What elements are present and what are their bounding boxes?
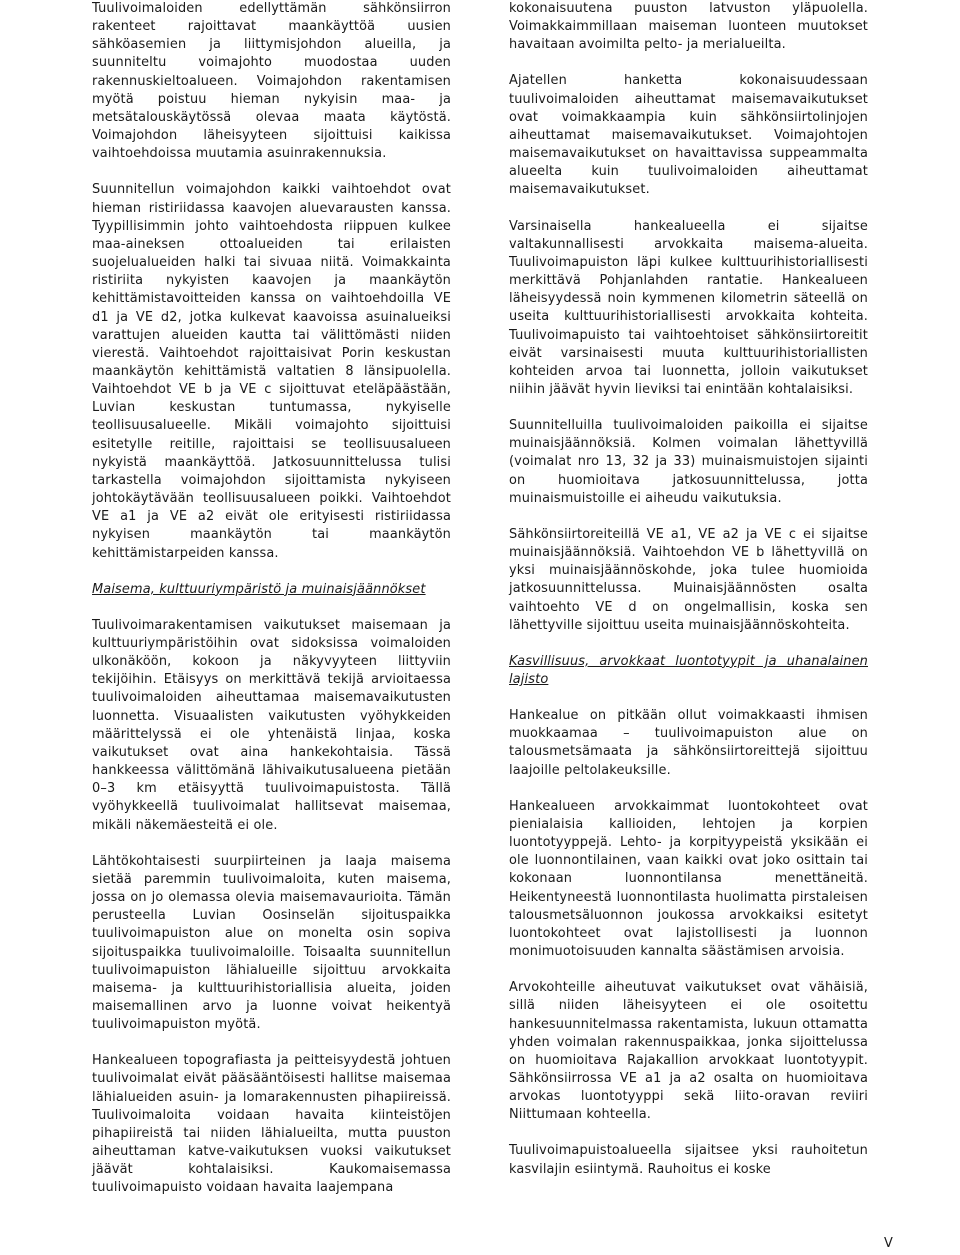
paragraph-landscape-tolerance: Lähtökohtaisesti suurpiirteinen ja laaja maisema sietää paremmin tuulivoimaloita, kuten maisema, jossa on jo olemassa olevia maisemavaurioita. Tämän perusteella Luvian Oosinselän sijoituspaikka tuulivoimapuiston alue on monelta osin sopiva sijoituspaikka tuulivoimaloille. Toisaalta suunnitellun tuulivoimapuiston lähialueille sijoittuu arvokkaita maisema- ja kulttuurihistoriallisia alueita, joiden maisemallinen arvo ja luonne voivat heikentyä tuulivoimapuiston myötä. bbox=[92, 853, 451, 1033]
paragraph-landscape-impacts: Tuulivoimarakentamisen vaikutukset maisemaan ja kulttuuriympäristöihin ovat sidoksissa voimaloiden ulkonäköön, kokoon ja näkyvyyteen liittyviin tekijöihin. Etäisyys on merkittävä tekijä arvioitaessa tuulivoimaloiden aiheuttamaa maisemavaikutusten luonnetta. Visuaalisten vaikutusten vyöhykkeiden määrittelyssä ei ole yhtenäistä linjaa, koska vaikutukset ovat aina hankekohtaisia. Tässä hankkeessa välittömänä lähivaikutusalueena pietään 0–3 km etäisyyttä tuulivoimapuistosta. Tällä vyöhykkeellä tuulivoimalat hallitsevat maisemaa, mikäli näkemäesteitä ei ole. bbox=[92, 617, 451, 833]
paragraph-land-use-restrictions: Tuulivoimaloiden edellyttämän sähkönsiirron rakenteet rajoittavat maankäyttöä uusien sähköasemien ja liittymisjohdon alueilla, ja suunniteltu voimajohto muodostaa uuden rakennuskieltoalueen. Voimajohdon rakentamisen myötä poistuu hieman nykyisin maa- ja metsätalouskäytössä olevaa maata käytöstä. Voimajohdon läheisyyteen sijoittuisi kaikissa vaihtoehdoissa muutamia asuinrakennuksia. bbox=[92, 1, 451, 162]
left-column bbox=[92, 0, 451, 1198]
paragraph-valuable-habitats: Hankealueen arvokkaimmat luontokohteet ovat pienialaisia kallioiden, lehtojen ja korpien luontotyyppejä. Lehto- ja korpityypeistä yksikään ei ole luonnontilainen, vaan kaikki ovat joko osittain tai kokonaan luonnontilansa menettäneitä. Heikentyneestä luonnontilasta huolimatta pirstaleisen talousmetsäluonnon joukossa arvokkaiksi esitetyt luontokohteet ovat lajistollisesti ja luonnon monimuotoisuuden kannalta säästämisen arvoisia. bbox=[509, 798, 868, 960]
paragraph-ancient-relics: Suunnitelluilla tuulivoimaloiden paikoilla ei sijaitse muinaisjäännöksiä. Kolmen voimalan lähettyvillä (voimalat nro 13, 32 ja 33) muinaismuistojen sijainti on huomioitava jatkosuunnittelussa, jotta muinaismuistoille ei aiheudu vaikutuksia. bbox=[509, 418, 868, 506]
paragraph-habitat-impacts: Arvokohteille aiheutuvat vaikutukset ovat vähäisiä, sillä niiden läheisyyteen ei ole osoitettu hankesuunnitelmassa rakentamista, lukuun ottamatta yhden voimalan rakennuspaikkaa, jonka sijoittelussa on huomioitava Rajakallion arvokkaat luontotyypit. Sähkönsiirrossa VE a1 ja a2 osalta on huomioitava arvokas luontotyyppi sekä liito-oravan reviiri Niittumaan kohteella. bbox=[509, 980, 868, 1123]
paragraph-zoning-conflicts: Suunnitellun voimajohdon kaikki vaihtoehdot ovat hieman ristiriidassa kaavojen aluevarausten kanssa. Tyypillisimmin johto vaihtoehdosta riippuen kulkee maa-aineksen ottoalueiden tai erilaisten suojelualueiden halki tai sivuaa niitä. Voimakkainta ristiriita nykyisten kaavojen ja maankäytön kehittämistavoitteiden kanssa on vaihtoehdoilla VE d1 ja VE d2, jotka kulkevat kaavoissa asuinalueiksi varattujen alueiden kautta tai välittömästi niiden vierestä. Vaihtoehdot rajoittaisivat Porin keskustan maankäytön kehittämistä valtatien 8 länsipuolella. Vaihtoehdot VE b ja VE c sijoittuvat eteläpäästään, Luvian keskustan tuntumassa, nykyiselle teollisuusalueelle. Mikäli voimajohto sijoittuisi esitetylle reitille, rajoittaisi se teollisuusalueen nykyistä maankäyttöä. Jatkosuunnittelussa tulisi tarkastella voimajohdon sijoittamista nykyiseen johtokäytävään teollisuusalueen poikki. Vaihtoehdot VE a1 ja VE a2 eivät ole erityisesti ristiriidassa nykyisen maankäytön tai maankäytön kehittämistarpeiden kanssa. bbox=[92, 182, 451, 561]
paragraph-treetop-visibility: kokonaisuutena puuston latvuston yläpuolella. Voimakkaimmillaan maiseman luonteen muutokset havaitaan avoimilta pelto- ja merialueilta. bbox=[509, 1, 868, 53]
paragraph-modified-area: Hankealue on pitkään ollut voimakkaasti ihmisen muokkaamaa – tuulivoimapuiston alue on talousmetsämaata ja sähkönsiirtoreittejä sijoittuu laajoille peltolakeuksille. bbox=[509, 708, 868, 778]
paragraph-cultural-heritage: Varsinaisella hankealueella ei sijaitse valtakunnallisesti arvokkaita maisema-alueita. Tuulivoimapuiston läpi kulkee kulttuurihistoriallisesti merkittävä Pohjanlahden rantatie. Hankealueen läheisyydessä noin kymmenen kilometrin säteellä on useita kulttuurihistoriallisesti arvokkaita kohteita. Tuulivoimapuisto tai vaihtoehtoiset sähkönsiirtoreitit eivät varsinaisesti muuta kulttuurihistoriallisten kohteiden arvoa tai luonnetta, jolloin vaikutukset niihin jäävät hyvin lieviksi tai enintään kohtalaisiksi. bbox=[509, 218, 868, 397]
paragraph-topography: Hankealueen topografiasta ja peitteisyydestä johtuen tuulivoimalat eivät pääsääntöisesti hallitse maisemaa lähialueiden asuin- ja lomarakennusten pihapiireissä. Tuulivoimaloita voidaan havaita kiinteistöjen pihapiireistä tai niiden lähialueilta, mutta puuston aiheuttaman katve-vaikutuksen vuoksi vaikutukset jäävät kohtalaisiksi. Kaukomaisemassa tuulivoimapuisto voidaan havaita laajempana bbox=[92, 1053, 451, 1196]
page-number: V bbox=[884, 1236, 893, 1251]
paragraph-protected-species: Tuulivoimapuistoalueella sijaitsee yksi rauhoitetun kasvilajin esiintymä. Rauhoitus ei koske bbox=[509, 1143, 868, 1177]
section-heading-landscape: Maisema, kulttuuriympäristö ja muinaisjäännökset bbox=[92, 581, 426, 597]
paragraph-transmission-routes: Sähkönsiirtoreiteillä VE a1, VE a2 ja VE c ei sijaitse muinaisjäännöksiä. Vaihtoehdon VE b lähettyvillä on yksi muinaisjäännöskohde, joka tulee huomioida jatkosuunnittelussa. Muinaisjäännösten osalta vaihtoehto VE d on ongelmallisin, koska sen lähettyville sijoittuu useita muinaisjäännöskohteita. bbox=[509, 526, 868, 633]
section-heading-vegetation: Kasvillisuus, arvokkaat luontotyypit ja uhanalainen lajisto bbox=[509, 653, 868, 687]
paragraph-overall-impacts: Ajatellen hanketta kokonaisuudessaan tuulivoimaloiden aiheuttamat maisemavaikutukset ovat voimakkaampia kuin sähkönsiirtolinjojen aiheuttamat maisemavaikutukset. Voimajohtojen maisemavaikutukset on havaittavissa suppeammalta alueelta kuin tuulivoimaloiden aiheuttamat maisemavaikutukset. bbox=[509, 73, 868, 198]
right-column bbox=[509, 0, 868, 1179]
